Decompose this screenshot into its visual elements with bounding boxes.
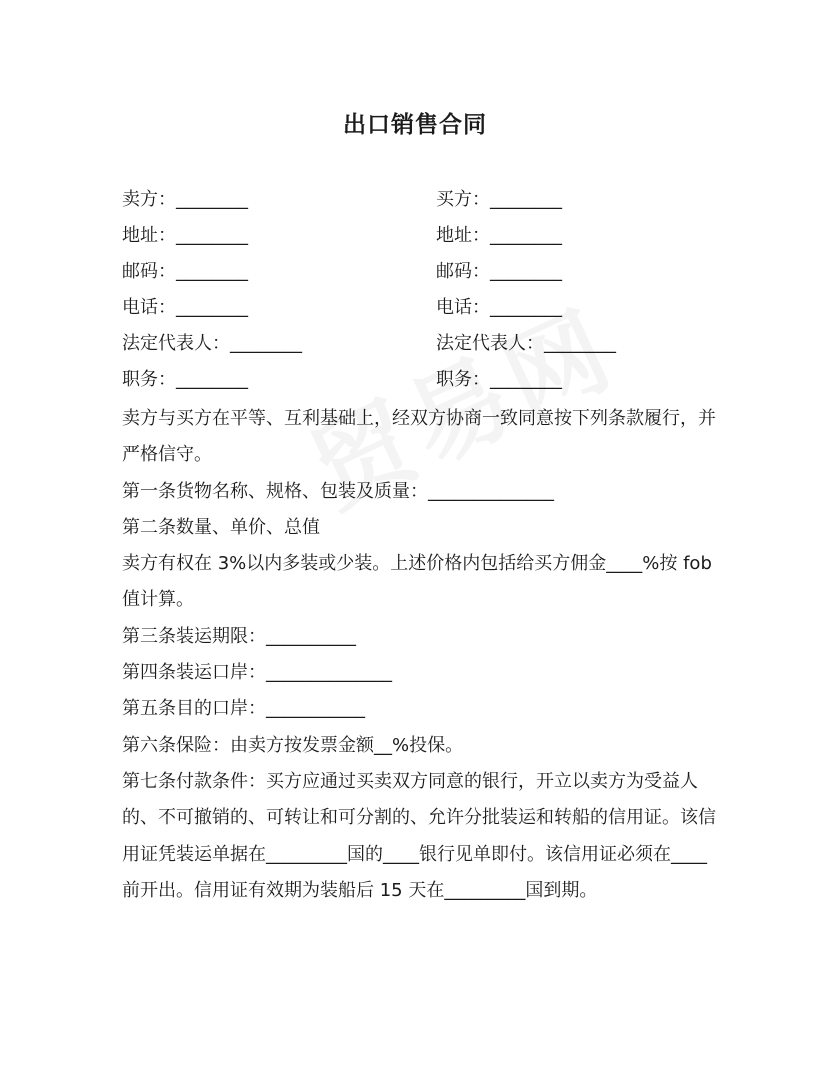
article-3: 第三条装运期限：__________ [122,625,356,647]
buyer-address-field: 地址：________ [436,225,562,246]
party-row-seller-buyer [122,185,718,221]
document-title: 出口销售合同 [343,112,487,138]
article-2-detail: 卖方有权在 3%以内多装或少装。上述价格内包括给买方佣金____%按 fob 值计算。 [122,553,718,611]
seller-field: 卖方：________ [122,189,248,210]
preamble-paragraph: 卖方与买方在平等、互利基础上，经双方协商一致同意按下列条款履行，并严格信守。 [122,408,716,466]
seller-position-field: 职务：________ [122,369,248,390]
article-1: 第一条货物名称、规格、包装及质量：______________ [122,480,554,502]
article-2: 第二条数量、单价、总值 [122,516,320,538]
seller-phone-field: 电话：________ [122,297,248,318]
buyer-representative-field: 法定代表人：________ [436,333,616,354]
party-row-address [122,221,718,257]
party-row-position [122,365,718,401]
seller-representative-field: 法定代表人：________ [122,333,302,354]
article-6: 第六条保险：由卖方按发票金额__%投保。 [122,734,464,756]
buyer-field: 买方：________ [436,189,562,210]
article-7: 第七条付款条件：买方应通过买卖双方同意的银行，开立以卖方为受益人的、不可撤销的、可转让和可分割的、允许分批装运和转船的信用证。该信用证凭装运单据在_________国的____银行见单即付。该信用证必须在____前开出。信用证有效期为装船后 15 天在_________国到期。 [122,770,716,901]
party-row-representative [122,329,718,365]
article-4: 第四条装运口岸：______________ [122,662,392,684]
document-body [122,185,718,909]
buyer-postcode-field: 邮码：________ [436,261,562,282]
buyer-phone-field: 电话：________ [436,297,562,318]
seller-postcode-field: 邮码：________ [122,261,248,282]
article-5: 第五条目的口岸：___________ [122,698,365,720]
party-row-postcode [122,257,718,293]
party-row-phone [122,293,718,329]
seller-address-field: 地址：________ [122,225,248,246]
buyer-position-field: 职务：________ [436,369,562,390]
